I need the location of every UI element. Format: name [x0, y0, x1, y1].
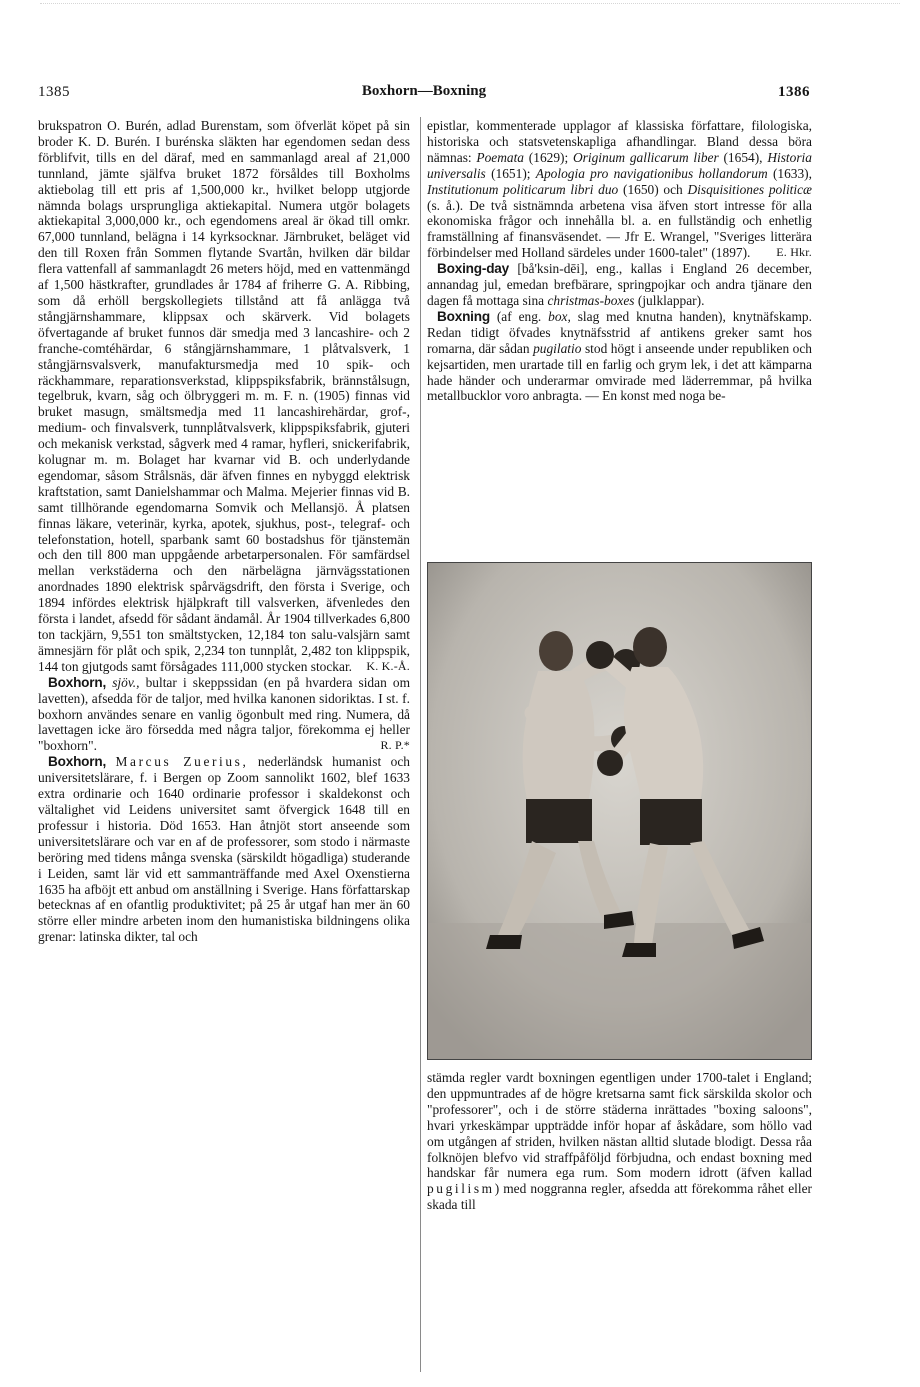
work-year: (1651);	[491, 165, 531, 181]
boxning-etym: (af eng.	[496, 308, 542, 324]
work-title: Poemata	[476, 149, 525, 165]
entry-boxhorn-person	[38, 754, 410, 945]
person-name: Marcus Zuerius,	[115, 754, 249, 770]
term-box: box,	[548, 308, 571, 324]
boxing-day-text: [bå'ksin-dēi], eng., kallas i England 26 december, annandag jul, emedan brefbärare, springpojkar och andra tjänare den dagen få mottaga sina	[427, 261, 812, 308]
works-intro: epistlar, kommenterade upplagor af klassiska författare, filologiska, historiska och statsvetenskapliga afhandlingar. Bland dessa böra nämnas:	[427, 118, 812, 165]
running-headword: Boxhorn—Boxning	[361, 83, 487, 99]
work-year: (1650) och	[622, 181, 683, 197]
boxhorn-works	[427, 118, 812, 261]
work-title: Disquisitiones politicæ	[687, 181, 812, 197]
headword-boxing-day: Boxing-day	[437, 261, 510, 277]
term-pugilism: pugilism	[427, 1181, 495, 1197]
boxning-continuation-text: stämda regler vardt boxningen egentligen under 1700-talet i England; den uppmuntrades af de högre kretsarna samt fick särskilda skolor och "professorer", och i de större städerna inrättades "boxing saloons", hvari yrkeskämpar uppträdde inför hopar af åskådare, som höllo vad om utgången af striden, hvilken nästan alltid slutade blodigt. Dessa råa folknöjen blefvo vid straffpåföljd förbjudna, och endast boxning med handskar får numera ega rum. Som modern idrott (äfven kallad	[427, 1070, 812, 1181]
work-title: Originum gallicarum liber	[573, 149, 719, 165]
work-title: Historia universalis	[427, 149, 812, 181]
boxning-text-1: slag med knutna handen), knytnäfskamp. Redan tidigt öfvades knytnäfsstrid af antikens greker samt hos romarna, där sådan	[427, 308, 812, 356]
boxning-continuation	[427, 1070, 812, 1213]
entry-boxing-day	[427, 261, 812, 309]
work-year: (1633),	[772, 165, 812, 181]
page-number-right: 1386	[778, 84, 810, 100]
top-rule	[40, 3, 900, 4]
work-title: Apologia pro navigationibus hollandorum	[535, 165, 768, 181]
boxning-continuation-end: ) med noggranna regler, afsedda att förekomma råhet eller skada till	[427, 1181, 812, 1213]
signature-rp: R. P.*	[380, 738, 410, 753]
headword-boxhorn-1: Boxhorn,	[48, 674, 107, 690]
abbr-sjov: sjöv.,	[112, 674, 140, 690]
work-title: Institutionum politicarum libri duo	[427, 181, 619, 197]
entry-boxning	[427, 309, 812, 404]
works-outro: De två sistnämnda arbetena visa äfven stort intresse för alla ekonomiska frågor och innehålla bl. a. en fullständig och enhetlig framställning af finansväsendet. — Jfr E. Wrangel, "Sveriges litterära förbindelser med Holland särdeles under 1600-talet" (1897).	[427, 197, 812, 261]
page-header	[38, 80, 810, 108]
headword-boxhorn-2: Boxhorn,	[48, 754, 107, 770]
headword-boxning: Boxning	[437, 308, 490, 324]
entry-boxhorn-ship	[38, 675, 410, 755]
boxholm-text: brukspatron O. Burén, adlad Burenstam, som öfverlät köpet på sin broder K. D. Burén. I burénska släkten har egendomen sedan dess förblifvit, tills en del däraf, med en sammanlagd areal af 21,000 tunnland, jämte själfva bruket 1872 försåldes till Boxholms aktiebolag till ett pris af 1,500,000 kr., hvilket belopp utgjorde nämnda bolags ursprungliga aktiekapital. Numera utgör bolagets aktiekapital 3,000,000 kr., och egendomens areal är ökad till omkr. 67,000 tunnland, belägna i 14 kyrksocknar. Järnbruket, beläget vid den till Roxen från Sommen flytande Svartån, hvilken där bildar flera vattenfall af sammanlagdt 26 meters höjd, med en vattenmängd af 1,500 hästkrafter, grundlades år 1784 af friherre G. A. Ribbing, som då erhöll bergskollegiets tillstånd att få anlägga två stångjärnshammare, klippsax och skärverk. Vid bolagets öfvertagande af bruket funnos där smedja med 3 lancashire- och 2 franche-comtéhärdar, 6 stångjärnshammare, 1 plåtvalsverk, 1 stångjärnsvalsverk, manufaktursmedja med 10 spik- och räckhammare, reparationsverkstad, klippspiksfabrik, brännstålsugn, tegelbruk, kvarn, såg och ölbryggeri m. m. F. n. (1905) finnas vid bruket masugn, smältsmedja med 11 lancashirehärdar, grof-, medium- och finvalsverk, tunnplåtvalsverk, klippspiksfabrik, gjuteri och mekanisk verkstad, sågverk med 4 ramar, hyfleri, snickerifabrik, kolugnar m. m. Bolaget har kvarnar vid B. och underlydande egendomar, såsom Strålsnäs, där äfven finnes en nybyggd elektrisk kraftstation, samt Danielshammar och Malma. Mejerier finnas vid B. samt tillhörande egendomarna Somvik och Mellansjö. Å platsen finnas läkare, veterinär, kyrka, apotek, sjukhus, post-, telegraf- och telefonstation, hotell, sparbank samt 60 bostadshus för tjänstemän och den till 800 man uppgående arbetarpersonalen. För samfärdsel mellan verkstäderna och den närbelägna järnvägsstationen anordnades 1890 elektrisk spårvägsdrift, den första i Sverige, och 1894 infördes elektrisk hjälpkraft till valsverken, äfvenledes den första i landet, afsedd för sådant ändamål. År 1904 tillverkades 6,800 ton tackjärn, 9,551 ton smältstycken, 12,184 ton salu-valsjärn samt ämnesjärn för plåt och spik, 2,234 ton tunnplåt, 2,482 ton klippspik, 144 ton gjutgods samt försågades 111,000 stycken stockar.	[38, 118, 410, 674]
christmas-boxes-term: christmas-boxes	[547, 292, 635, 308]
signature-ehkr: E. Hkr.	[776, 245, 812, 260]
boxing-photograph	[427, 562, 812, 1060]
boxhorn-person-text: nederländsk humanist och universitetslärare, f. i Bergen op Zoom sannolikt 1602, blef 1633 extra ordinarie och 1640 ordinarie professor i skaldekonst och vältalighet vid Leidens universitet samt öfvergick 1648 till en professur i historia. Död 1653. Han åtnjöt stort anseende som universitetslärare och var en af de professorer, som stodo i närmaste beröring med tidens många svenska (särskildt högadliga) studerande i Leiden, samt lär vid ett sammanträffande med Axel Oxenstierna 1635 ha afböjt ett anbud om anställning i Sverige. Hans författarskap betecknas af en ofantlig produktivitet; på 25 år utgaf han mer än 60 större eller mindre arbeten inom den humanistiska bildningens olika grenar: latinska dikter, tal och	[38, 754, 410, 945]
column-divider	[420, 117, 421, 1372]
right-column-bottom	[427, 1070, 812, 1213]
term-pugilatio: pugilatio	[533, 340, 582, 356]
right-column-top	[427, 118, 812, 404]
left-column	[38, 118, 410, 945]
work-year: (1654),	[723, 149, 763, 165]
boxhorn-ship-text: bultar i skeppssidan (en på hvardera sidan om lavetten), afsedda för de taljor, med hvilka kanonen sidoriktas. I st. f. boxhorn användes senare en vanlig ögonbult med ring. Numera, då lavettagen icke äro försedda med några taljor, förekomma ej heller "boxhorn".	[38, 674, 410, 754]
page-number-left: 1385	[38, 84, 70, 100]
signature-kka: K. K.-Å.	[366, 658, 410, 673]
boxning-text-2: stod högt i anseende under republiken och kejsartiden, men urartade till en farlig och grym lek, i det att kämparna hade händer och underarmar omvirade med läderremmar, på hvilka metallbucklor voro anbragta. — En konst med noga be-	[427, 340, 812, 404]
boxholm-continuation	[38, 118, 410, 675]
boxers-illustration	[428, 563, 811, 1059]
work-year: (1629);	[528, 149, 569, 165]
boxing-day-gloss: (julklappar).	[637, 292, 705, 308]
work-year: (s. å.).	[427, 197, 464, 213]
